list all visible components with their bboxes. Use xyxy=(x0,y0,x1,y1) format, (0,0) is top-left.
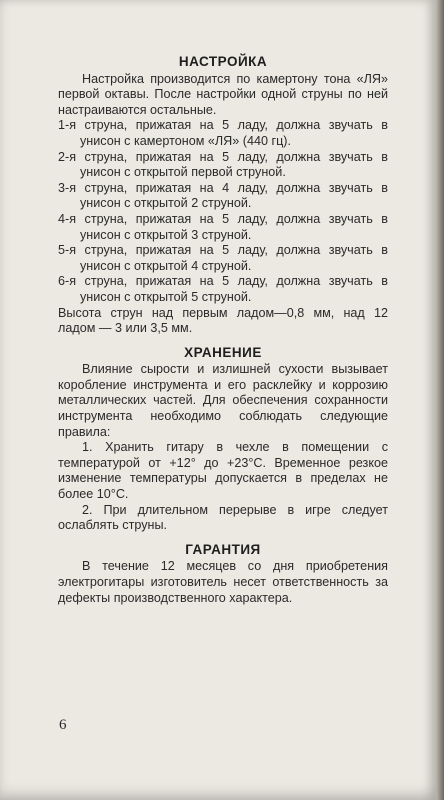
string-height-note: Высота струн над первым ладом—0,8 мм, над 12 ладом — 3 или 3,5 мм. xyxy=(58,305,388,336)
section-warranty xyxy=(58,542,388,606)
warranty-text: В течение 12 месяцев со дня приобретения электрогитары изготовитель несет ответственность за дефекты производственного характера. xyxy=(58,559,388,605)
string-4-instruction: 4-я струна, прижатая на 5 ладу, должна звучать в унисон с открытой 3 струной. xyxy=(58,211,388,242)
tuning-heading: НАСТРОЙКА xyxy=(178,54,268,69)
storage-heading: ХРАНЕНИЕ xyxy=(184,344,262,360)
tuning-intro: Настройка производится по камертону тона «ЛЯ» первой октавы. После настройки одной струны по ней настраиваются остальные. xyxy=(58,71,388,117)
page-number: 6 xyxy=(59,717,67,733)
storage-intro: Влияние сырости и излишней сухости вызывает коробление инструмента и его расклейку и коррозию металлических частей. Для обеспечения сохранности инструмента необходимо соблюдать следующие правила: xyxy=(58,362,388,439)
page-content xyxy=(58,54,388,614)
storage-rule-2: 2. При длительном перерыве в игре следует ослаблять струны. xyxy=(58,502,388,533)
string-2-instruction: 2-я струна, прижатая на 5 ладу, должна звучать в унисон с открытой первой струной. xyxy=(58,149,388,180)
storage-rule-1: 1. Хранить гитару в чехле в помещении с температурой от +12° до +23°С. Временное резкое изменение температуры допускается в пределах не более 10°С. xyxy=(58,440,388,502)
section-storage xyxy=(58,345,388,534)
string-3-instruction: 3-я струна, прижатая на 4 ладу, должна звучать в унисон с открытой 2 струной. xyxy=(58,180,388,211)
string-1-instruction: 1-я струна, прижатая на 5 ладу, должна звучать в унисон с камертоном «ЛЯ» (440 гц). xyxy=(58,118,388,148)
section-tuning xyxy=(58,54,388,337)
booklet-spine xyxy=(436,0,444,800)
string-5-instruction: 5-я струна, прижатая на 5 ладу, должна звучать в унисон с открытой 4 струной. xyxy=(58,243,388,273)
warranty-heading: ГАРАНТИЯ xyxy=(185,541,261,557)
string-6-instruction: 6-я струна, прижатая на 5 ладу, должна звучать в унисон с открытой 5 струной. xyxy=(58,274,388,304)
